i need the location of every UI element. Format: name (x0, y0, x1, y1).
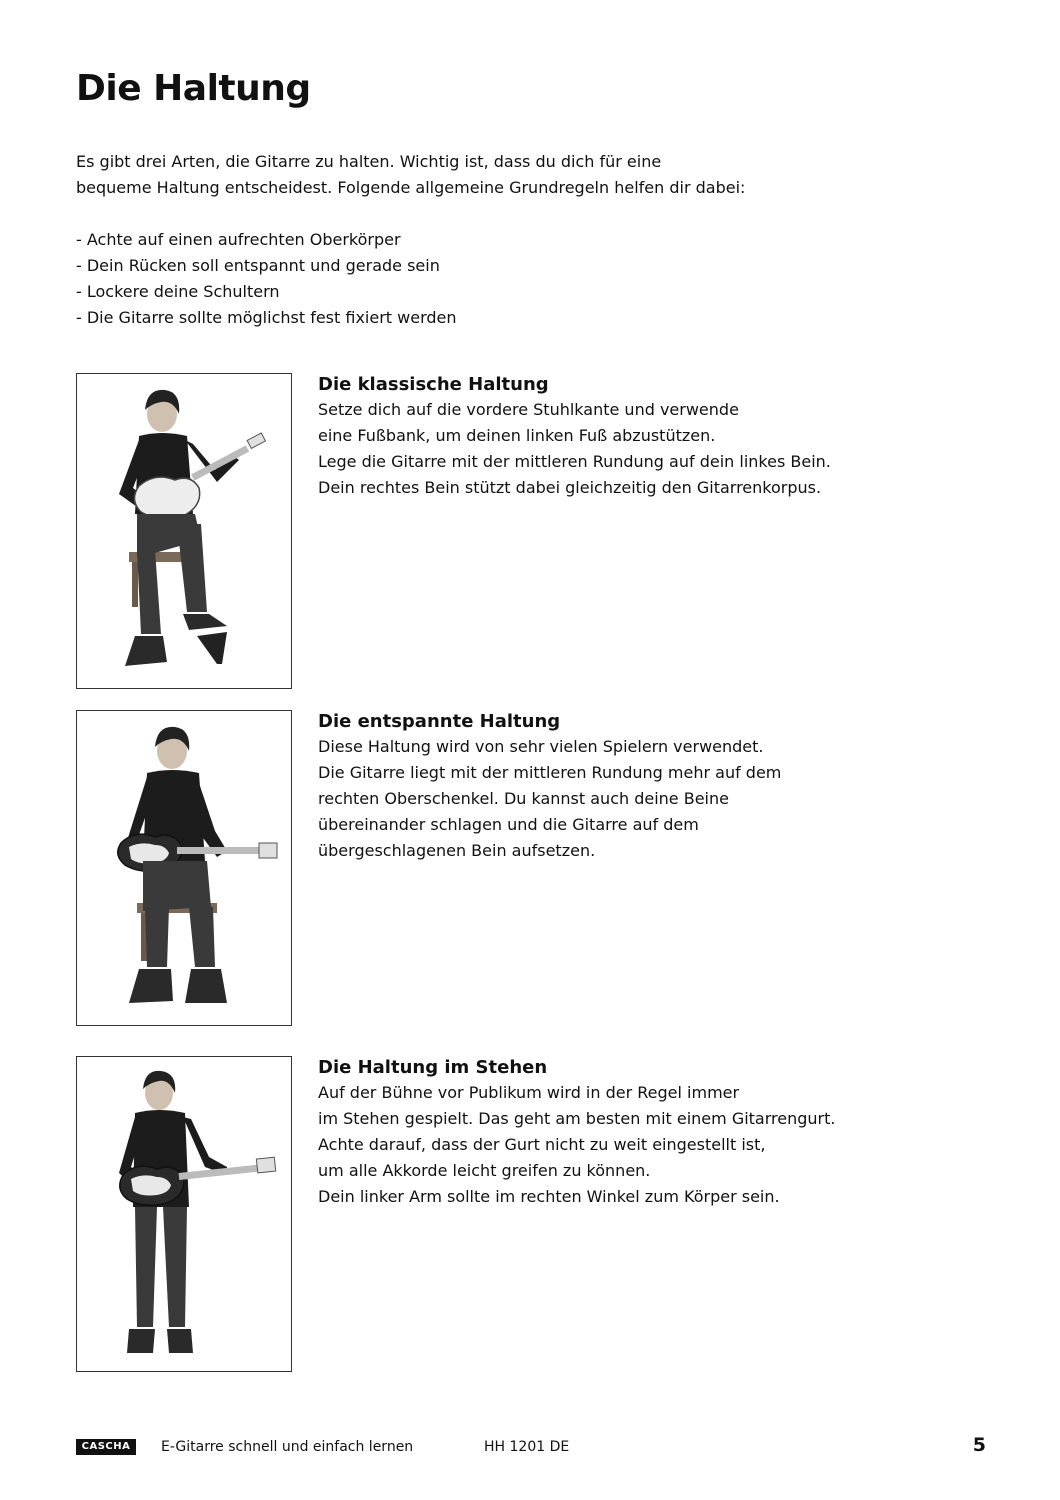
section-line: Achte darauf, dass der Gurt nicht zu weit eingestellt ist, (318, 1135, 766, 1154)
section-line: im Stehen gespielt. Das geht am besten mit einem Gitarrengurt. (318, 1109, 836, 1128)
rule-item: - Dein Rücken soll entspannt und gerade sein (76, 256, 440, 275)
rule-item: - Lockere deine Schultern (76, 282, 280, 301)
page-number: 5 (972, 1434, 986, 1456)
publisher-logo: CASCHA (76, 1439, 136, 1455)
section-line: eine Fußbank, um deinen linken Fuß abzustützen. (318, 426, 716, 445)
page-footer (76, 1436, 986, 1458)
section-standing (76, 1056, 876, 1372)
section-heading: Die entspannte Haltung (318, 711, 561, 732)
section-line: übergeschlagenen Bein aufsetzen. (318, 841, 596, 860)
section-text (318, 710, 918, 864)
section-line: Dein linker Arm sollte im rechten Winkel zum Körper sein. (318, 1187, 780, 1206)
rule-item: - Achte auf einen aufrechten Oberkörper (76, 230, 401, 249)
section-line: um alle Akkorde leicht greifen zu können. (318, 1161, 651, 1180)
section-line: Setze dich auf die vordere Stuhlkante und verwende (318, 400, 739, 419)
section-heading: Die klassische Haltung (318, 374, 549, 395)
intro-paragraph (76, 149, 745, 201)
section-line: Diese Haltung wird von sehr vielen Spielern verwendet. (318, 737, 764, 756)
section-line: Die Gitarre liegt mit der mittleren Rundung mehr auf dem (318, 763, 782, 782)
section-line: rechten Oberschenkel. Du kannst auch deine Beine (318, 789, 729, 808)
product-code: HH 1201 DE (484, 1439, 570, 1455)
section-classical (76, 373, 876, 689)
photo-relaxed-position (76, 710, 292, 1026)
photo-classical-position (76, 373, 292, 689)
page-title: Die Haltung (76, 68, 311, 109)
section-line: Lege die Gitarre mit der mittleren Rundung auf dein linkes Bein. (318, 452, 831, 471)
section-text (318, 1056, 918, 1210)
rule-item: - Die Gitarre sollte möglichst fest fixiert werden (76, 308, 457, 327)
section-heading: Die Haltung im Stehen (318, 1057, 548, 1078)
intro-line: bequeme Haltung entscheidest. Folgende allgemeine Grundregeln helfen dir dabei: (76, 178, 746, 197)
photo-standing-position (76, 1056, 292, 1372)
rules-list (76, 227, 457, 331)
intro-line: Es gibt drei Arten, die Gitarre zu halten. Wichtig ist, dass du dich für eine (76, 152, 662, 171)
section-line: Dein rechtes Bein stützt dabei gleichzeitig den Gitarrenkorpus. (318, 478, 822, 497)
section-text (318, 373, 918, 501)
section-line: übereinander schlagen und die Gitarre auf dem (318, 815, 699, 834)
book-title: E-Gitarre schnell und einfach lernen (161, 1439, 414, 1455)
section-relaxed (76, 710, 876, 1026)
section-line: Auf der Bühne vor Publikum wird in der Regel immer (318, 1083, 740, 1102)
